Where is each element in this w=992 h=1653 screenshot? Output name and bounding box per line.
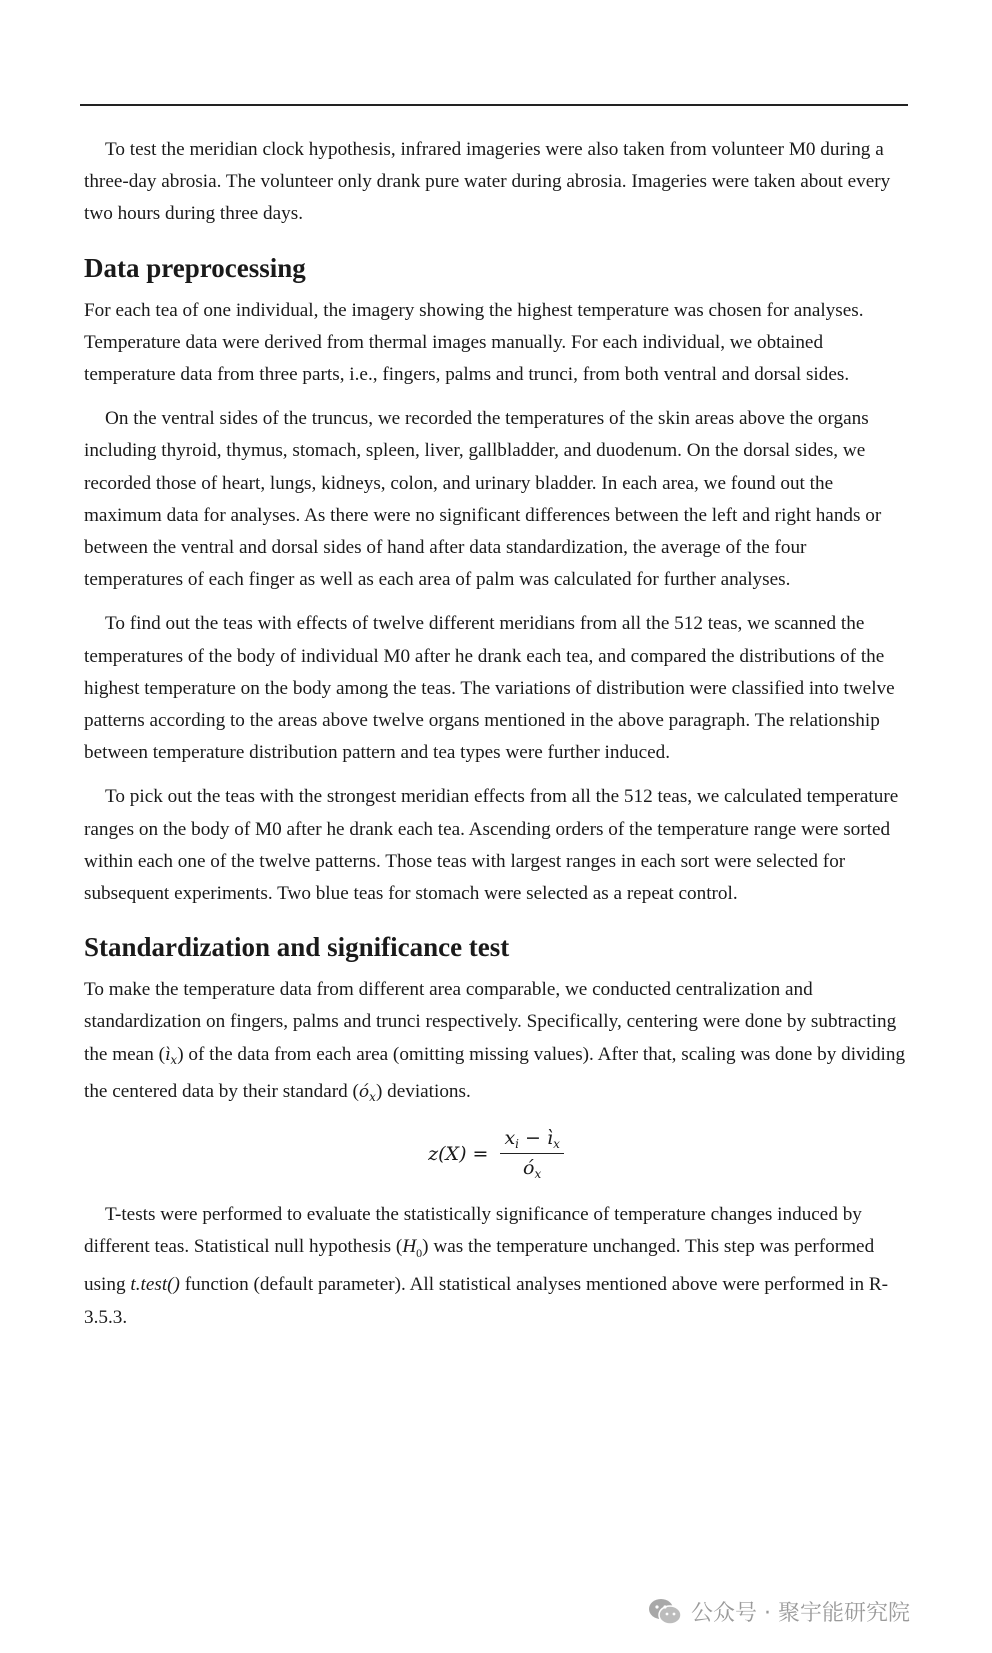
paper-body <box>84 134 908 1346</box>
math-symbol: ó <box>523 1157 535 1180</box>
math-subscript: i <box>515 1137 520 1152</box>
math-symbol: x <box>504 1127 516 1150</box>
header-rule <box>80 104 908 106</box>
text-run: function (default parameter). All statistical analyses mentioned above were performed in R-3.5.3. <box>84 1274 889 1328</box>
math-subscript: x <box>369 1089 376 1104</box>
paragraph: On the ventral sides of the truncus, we recorded the temperatures of the skin areas above the organs including thyroid, thymus, stomach, spleen, liver, gallbladder, and duodenum. On the dorsal sides, we recorded those of heart, lungs, kidneys, colon, and urinary bladder. In each area, we found out the maximum data for analyses. As there were no significant differences between the left and right hands or between the ventral and dorsal sides of hand after data standardization, the average of the four temperatures of each finger as well as each area of palm was calculated for further analyses. <box>84 408 882 591</box>
section-heading-standardization: Standardization and significance test <box>84 932 510 963</box>
text-run: To make the temperature data from different area comparable, we conducted centralization and standardization on fingers, palms and trunci respectively. Specifically, centering were done by subtracting the mean ( <box>84 979 897 1065</box>
paragraph-standardization <box>84 974 908 1113</box>
function-name: t.test() <box>130 1274 180 1296</box>
paragraph: To find out the teas with effects of twelve different meridians from all the 512 teas, we scanned the temperatures of the body of individual M0 after he drank each tea, and compared the distributions of the highest temperature on the body among the teas. The variations of distribution were classified into twelve patterns according to the areas above twelve organs mentioned in the above paragraph. The relationship between temperature distribution pattern and tea types were further induced. <box>84 613 895 764</box>
section-heading-data-preprocessing: Data preprocessing <box>84 252 306 283</box>
minus-sign: − <box>519 1127 548 1150</box>
equation-lhs: z(X) = <box>428 1143 489 1166</box>
math-subscript: x <box>553 1137 560 1152</box>
paragraph: For each tea of one individual, the imagery showing the highest temperature was chosen for analyses. Temperature data were derived from thermal images manually. For each individual, we obtained temperature data from three parts, i.e., fingers, palms and trunci, from both ventral and dorsal sides. <box>84 299 864 386</box>
hypothesis-symbol: H <box>402 1236 417 1258</box>
text-run: ) was the temperature unchanged. This step was performed using <box>84 1236 875 1296</box>
math-symbol: ó <box>358 1081 370 1102</box>
math-subscript: x <box>534 1167 542 1182</box>
text-run: ) deviations. <box>375 1080 471 1102</box>
text-run: ) of the data from each area (omitting missing values). After that, scaling was done by dividing the centered data by their standard ( <box>84 1043 906 1102</box>
watermark-text: 公众号 · 聚宇能研究院 <box>691 1601 910 1626</box>
equation-numerator <box>500 1127 563 1154</box>
paragraph-ttest <box>84 1199 908 1334</box>
math-subscript: 0 <box>416 1246 423 1261</box>
wechat-icon <box>647 1597 683 1627</box>
z-score-equation <box>84 1127 908 1181</box>
equation-denominator <box>523 1154 541 1181</box>
sd-symbol <box>359 1082 376 1102</box>
text-run: T-tests were performed to evaluate the statistically significance of temperature changes induced by different teas. Statistical null hypothesis ( <box>84 1204 862 1258</box>
mean-symbol <box>165 1045 177 1065</box>
math-subscript: x <box>170 1052 178 1067</box>
math-symbol: ì <box>164 1044 171 1065</box>
intro-paragraph: To test the meridian clock hypothesis, infrared imageries were also taken from volunteer M0 during a three-day abrosia. The volunteer only drank pure water during abrosia. Imageries were taken about every two hours during three days. <box>84 139 891 225</box>
equation-fraction <box>500 1127 563 1181</box>
math-symbol: ì <box>547 1127 554 1150</box>
watermark <box>647 1596 910 1627</box>
paragraph: To pick out the teas with the strongest meridian effects from all the 512 teas, we calculated temperature ranges on the body of M0 after he drank each tea. Ascending orders of the temperature range were sorted within each one of the twelve patterns. Those teas with largest ranges in each sort were selected for subsequent experiments. Two blue teas for stomach were selected as a repeat control. <box>84 786 899 905</box>
